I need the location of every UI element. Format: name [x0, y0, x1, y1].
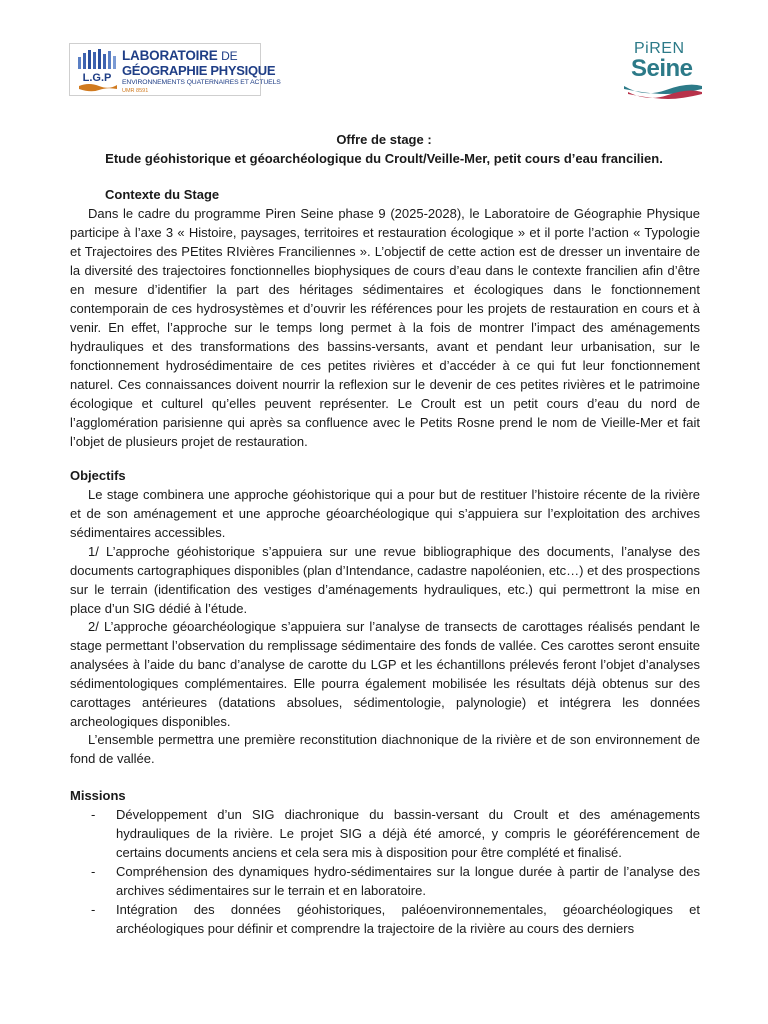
objectifs-paragraph-1: Le stage combinera une approche géohistorique qui a pour but de restituer l’histoire récente de la rivière et de son aménagement et une approche géoarchéologique qui s’appuiera sur l’exploitation des archives sédimentaires accessibles. [70, 487, 700, 540]
missions-list [70, 805, 700, 938]
objectifs-paragraph-4: L’ensemble permettra une première reconstitution diachnonique de la rivière et de son environnement de fond de vallée. [70, 732, 700, 766]
bullet-dash: - [91, 864, 96, 879]
seine-label: Seine [631, 55, 693, 82]
lgp-umr: UMR 8591 [122, 88, 149, 94]
title-line-1: Offre de stage : [336, 132, 432, 147]
objectifs-heading: Objectifs [70, 468, 126, 483]
mission-text: Compréhension des dynamiques hydro-sédimentaires sur la longue durée à partir de l’analyse des archives sédimentaires sur le terrain et en laboratoire. [116, 864, 700, 898]
waves-icon [622, 80, 704, 102]
mission-item [70, 900, 700, 938]
lgp-logo [69, 43, 281, 96]
objectifs-paragraph-3: 2/ L’approche géoarchéologique s’appuiera sur l’analyse de transects de carottages réalisés pendant le stage permettant l’observation du remplissage sédimentaire des fonds de vallée. Ces carottes seront ensuite analysées à l’aide du banc d’analyse de carotte du LGP et les échantillons prélevés feront l’objet d’analyses sédimentologiques complémentaires. Elle pourra également mobilisée les résultats déjà obtenus sur des carottages antérieures (datations absolues, sédimentologie, palynologie) et intégrera les données archeologiques disponibles. [70, 619, 700, 729]
bullet-dash: - [91, 807, 96, 822]
missions-heading: Missions [70, 788, 126, 803]
title-line-2: Etude géohistorique et géoarchéologique du Croult/Veille-Mer, petit cours d’eau francilien. [105, 151, 663, 166]
lgp-emblem-icon [75, 48, 119, 92]
mission-text: Développement d’un SIG diachronique du bassin-versant du Croult et des aménagements hydrauliques de la rivière. Le projet SIG a déjà été amorcé, y compris le géoréférencement de certains documents anciens et cela sera mis à disposition pour être complété et finalisé. [116, 807, 700, 860]
objectifs-paragraph-2: 1/ L’approche géohistorique s’appuiera sur une revue bibliographique des documents, l’analyse des documents cartographiques disponibles (plan d’Intendance, cadastre napoléonien, etc…) et des prospections sur le terrain (identification des vestiges d’aménagements hydrauliques, etc.) qui permettront la mise en place d’un SIG dédié à l’étude. [70, 544, 700, 616]
mission-text: Intégration des données géohistoriques, paléoenvironnementales, géoarchéologiques et archéologiques pour définir et comprendre la trajectoire de la rivière au cours des derniers [116, 902, 700, 936]
piren-label: PiREN [634, 40, 685, 57]
lgp-title-line1: LABORATOIRE DE [122, 48, 238, 63]
document-title [0, 130, 768, 168]
mission-item [70, 805, 700, 862]
contexte-heading: Contexte du Stage [105, 187, 220, 202]
contexte-paragraph: Dans le cadre du programme Piren Seine phase 9 (2025-2028), le Laboratoire de Géographie Physique participe à l’axe 3 « Histoire, paysages, territoires et restauration écologique » et il porte l’action « Typologie et Trajectoires des PEtites RIvières Franciliennes ». L’objectif de cette action est de dresser un inventaire de la diversité des trajectoires fonctionnelles biophysiques de cours d’eau dans le contexte francilien afin d’être en mesure d’identifier la part des héritages sédimentaires et écologiques dans le fonctionnement contemporain de ces hydrosystèmes et d’ouvrir les références pour les projets de restauration en cours et à venir. En effet, l’approche sur le temps long permet à la fois de montrer l’impact des aménagements hydrauliques et des transformations des bassins-versants, avant et pendant leur urbanisation, sur le fonctionnement hydrosédimentaire de ces petites rivières et d’accéder à ce qui fut leur fonctionnement naturel. Ces connaissances doivent nourrir la reflexion sur le devenir de ces petites rivières et le patrimoine écologique et culturel qu’elles peuvent représenter. Le Croult est un petit cours d’eau du nord de l’agglomération parisienne qui après sa confluence avec le Petits Rosne prend le nom de Vieille-Mer et fait l’objet de plusieurs projet de restauration. [70, 206, 700, 449]
mission-item [70, 862, 700, 900]
piren-seine-logo [622, 40, 704, 102]
lgp-subtitle: ENVIRONNEMENTS QUATERNAIRES ET ACTUELS [122, 79, 281, 86]
lgp-short-label: L.G.P [82, 72, 112, 84]
lgp-title-line2: GÉOGRAPHIE PHYSIQUE [122, 63, 276, 78]
bullet-dash: - [91, 902, 96, 917]
